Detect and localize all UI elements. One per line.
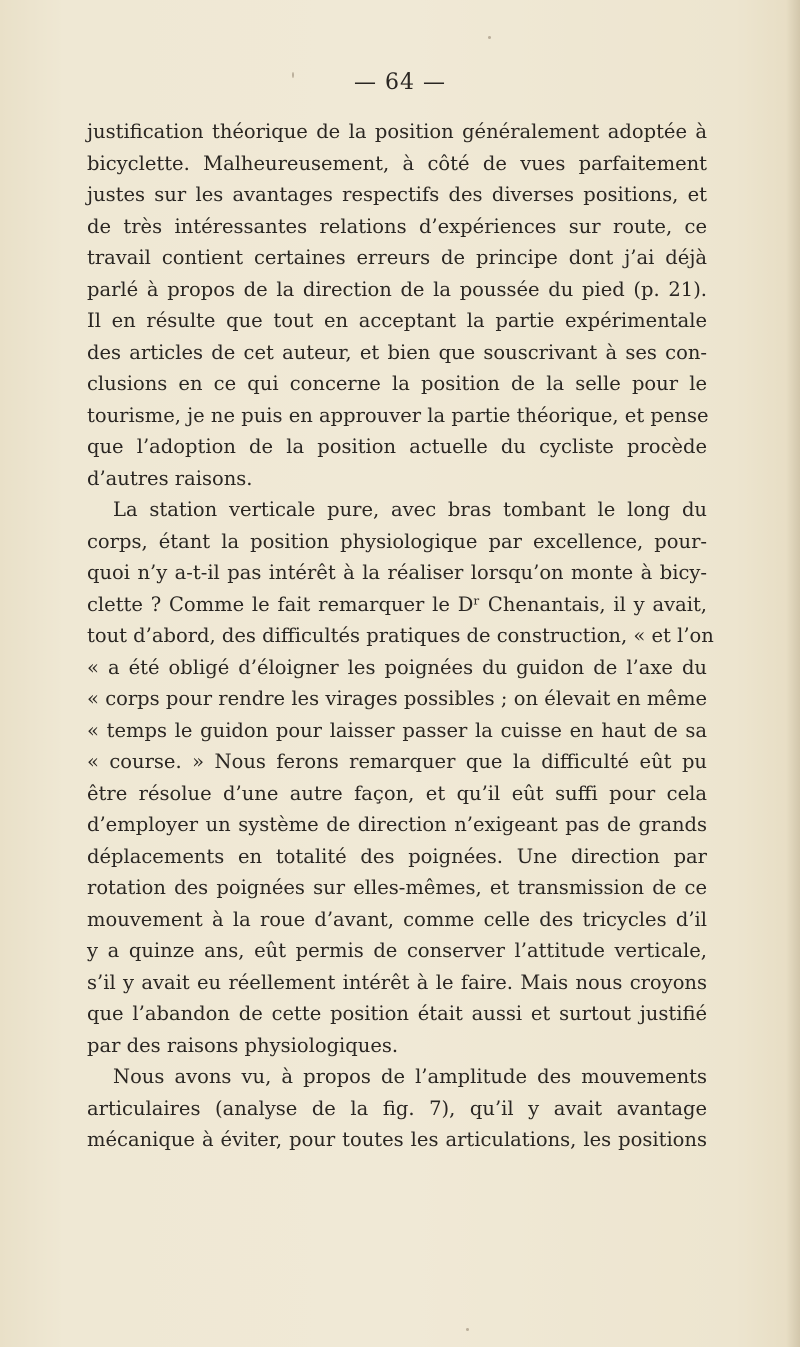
paper-speck — [292, 72, 294, 78]
text-line: d’autres raisons. — [87, 466, 253, 490]
text-line: s’il y avait eu réellement intérêt à le faire. Mais nous croyons — [87, 970, 707, 994]
text-line: « course. » Nous ferons remarquer que la difficulté eût pu — [87, 750, 707, 773]
text-line: quoi n’y a-t-il pas intérêt à la réaliser lorsqu’on monte à bicy- — [87, 561, 707, 584]
text-line: de très intéressantes relations d’expériences sur route, ce — [87, 214, 707, 238]
text-line: articulaires (analyse de la fig. 7), qu’il y avait avantage — [87, 1096, 707, 1120]
text-line: rotation des poignées sur elles-mêmes, et transmission de ce — [87, 876, 707, 899]
text-line: La station verticale pure, avec bras tombant le long du — [113, 498, 707, 521]
text-line: que l’adoption de la position actuelle du cycliste procède — [87, 435, 707, 458]
body-text — [87, 116, 714, 1156]
text-line: mouvement à la roue d’avant, comme celle des tricycles d’il — [87, 907, 707, 931]
text-line: justes sur les avantages respectifs des diverses positions, et — [87, 183, 707, 206]
page-number: — 64 — — [354, 70, 446, 95]
text-line: Nous avons vu, à propos de l’amplitude des mouvements — [113, 1065, 707, 1088]
text-line: d’employer un système de direction n’exigeant pas de grands — [87, 813, 707, 836]
text-line: que l’abandon de cette position était aussi et surtout justifié — [87, 1002, 707, 1025]
text-line: clette ? Comme le fait remarquer le Dʳ Chenantais, il y avait, — [87, 592, 707, 616]
page-edge-shadow — [786, 0, 800, 1347]
text-line: tout d’abord, des difficultés pratiques de construction, « et l’on — [87, 624, 714, 647]
text-line: bicyclette. Malheureusement, à côté de vues parfaitement — [87, 151, 707, 175]
paper-speck — [488, 36, 491, 39]
text-line: justification théorique de la position généralement adoptée à — [87, 120, 707, 143]
text-line: corps, étant la position physiologique par excellence, pour- — [87, 529, 707, 553]
text-line: « temps le guidon pour laisser passer la cuisse en haut de sa — [87, 718, 707, 742]
text-line: parlé à propos de la direction de la poussée du pied (p. 21). — [87, 277, 707, 301]
text-line: travail contient certaines erreurs de principe dont j’ai déjà — [87, 246, 707, 269]
text-line: Il en résulte que tout en acceptant la partie expérimentale — [87, 309, 707, 332]
text-line: déplacements en totalité des poignées. Une direction par — [87, 844, 707, 868]
text-line: y a quinze ans, eût permis de conserver l’attitude verticale, — [87, 939, 707, 962]
text-line: clusions en ce qui concerne la position de la selle pour le — [87, 372, 707, 395]
text-line: par des raisons physiologiques. — [87, 1033, 399, 1057]
paper-speck — [466, 1328, 469, 1331]
text-line: des articles de cet auteur, et bien que souscrivant à ses con- — [87, 340, 707, 364]
text-line: mécanique à éviter, pour toutes les articulations, les positions — [87, 1128, 707, 1151]
text-line: « corps pour rendre les virages possibles ; on élevait en même — [87, 687, 707, 710]
text-line: « a été obligé d’éloigner les poignées du guidon de l’axe du — [87, 655, 707, 679]
text-line: être résolue d’une autre façon, et qu’il eût suffi pour cela — [87, 781, 707, 805]
text-line: tourisme, je ne puis en approuver la partie théorique, et pense — [87, 403, 709, 427]
